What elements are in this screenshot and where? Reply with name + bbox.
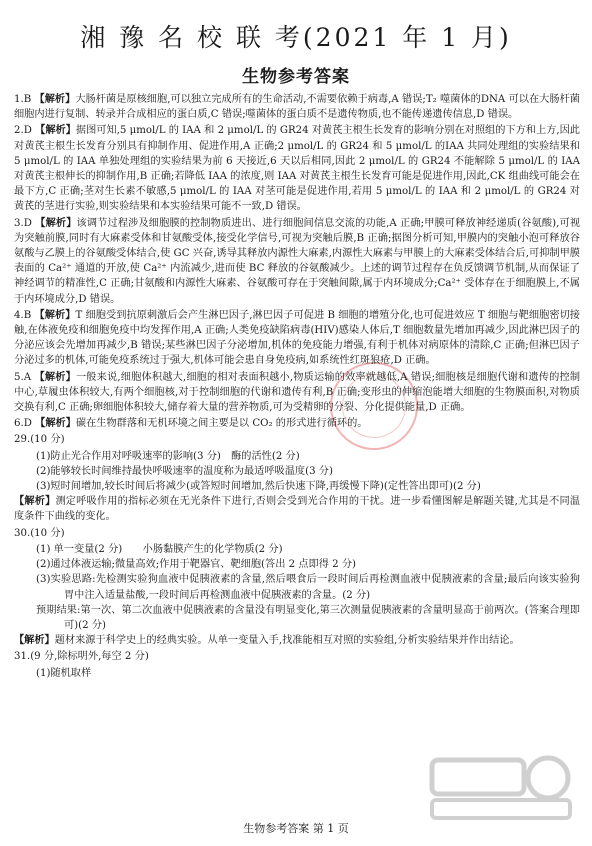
q29-analysis: 【解析】测定呼吸作用的指标必须在无光条件下进行,否则会受到光合作用的干扰。进一步看懂图解是解题关键,尤其是不同温度条件下曲线的变化。 (14, 495, 580, 523)
answer-subtitle: 生物参考答案 (242, 67, 350, 87)
q29-item-3: (3)短时间增加,较长时间后将减少(或答短时间增加,然后快速下降,再缓慢下降)(定性答出即可)(2 分) (36, 481, 481, 493)
q29-item-1: (1)防止光合作用对呼吸速率的影响(3 分) 酶的活性(2 分) (36, 450, 300, 462)
exam-title: 湘 豫 名 校 联 考(2021 年 1 月) (80, 23, 512, 52)
answer-3: 3.D 【解析】该调节过程涉及细胞膜的控制物质进出、进行细胞间信息交流的功能,A 正确;甲膜可释放神经递质(谷氨酸),可视为突触前膜,同时有大麻素受体和甘氨酸受体,接受化学信号,可视为突触后膜,B 正确;据图分析可知,甲膜内的突触小泡可释放谷氨酸与乙膜上的谷氨酸受体结合,使 GC 兴奋,诱导其释放内源性大麻素,内源性大麻素与甲膜上的大麻素受体结合后,可抑制甲膜表面的 Ca²⁺ 通道的开放,使 Ca²⁺ 内流减少,进而使 BC 释放的谷氨酸减少。上述的调节过程存在负反馈调节机制,从而保证了神经调节的精准性,C 正确;甘氨酸和内源性大麻素、谷氨酸可存在于突触间隙,属于内环境成分;Ca²⁺ 受体存在于细胞膜上,不属于内环境成分,D 错误。 (14, 216, 581, 305)
q29-item-2: (2)能够较长时间维持最快呼吸速率的温度称为最适呼吸温度(3 分) (36, 465, 333, 477)
answer-1: 1.B 【解析】大肠杆菌是原核细胞,可以独立完成所有的生命活动,不需要依赖于病毒,A 错误;T₂ 噬菌体的DNA 可以在大肠杆菌细胞内进行复制、转录并合成相应的蛋白质,C 错误;噬菌体的蛋白质不是遗传物质,也不能传递遗传信息,D 错误。 (14, 93, 580, 121)
q30-item-3: (3)实验思路:先检测实验狗血液中促胰液素的含量,然后喂食后一段时间后再检测血液中促胰液素的含量;最后向该实验狗胃中注入适量盐酸,一段时间后再检测血液中促胰液素的含量。(2 分) (36, 574, 580, 601)
page-footer: 生物参考答案 第 1 页 (243, 822, 349, 835)
q30-item-1: (1) 单一变量(2 分) 小肠黏膜产生的化学物质(2 分) (36, 543, 283, 555)
answer-5: 5.A 【解析】一般来说,细胞体积越大,细胞的相对表面积越小,物质运输的效率就越低,A 错误;细胞核是细胞代谢和遗传的控制中心,草履虫体积较大,有两个细胞核,对于控制细胞的代谢和遗传有利,B 正确;变形虫的伸缩泡能增大细胞的生物膜面积,对物质交换有利,C 正确;卵细胞体积较大,储存着大量的营养物质,可为受精卵的分裂、分化提供能量,D 正确。 (14, 370, 581, 414)
q30-analysis: 【解析】题材来源于科学史上的经典实验。从单一变量入手,找准能相互对照的实验组,分析实验结果并作出结论。 (14, 634, 520, 647)
answer-4: 4.B 【解析】T 细胞受到抗原刺激后会产生淋巴因子,淋巴因子可促进 B 细胞的增殖分化,也可促进效应 T 细胞与靶细胞密切接触,在体液免疫和细胞免疫中均发挥作用,A 正确;人类免疫缺陷病毒(HIV)感染人体后,T 细胞数量先增加再减少,因此淋巴因子的分泌应该会先增加再减少,B 错误;某些淋巴因子分泌增加,机体的免疫能力增强,有利于机体对病原体的清除,C 正确;但淋巴因子分泌过多的机体,可能免疫系统过于强大,机体可能会患自身免疫病,如系统性红斑狼疮,D 正确。 (14, 308, 580, 367)
q29-heading: 29.(10 分) (14, 434, 65, 446)
q31-heading: 31.(9 分,除标明外,每空 2 分) (14, 651, 149, 663)
q30-heading: 30.(10 分) (14, 527, 65, 539)
watermark-logo-icon (426, 752, 576, 824)
q30-item-2: (2)通过体液运输;微量高效;作用于靶器官、靶细胞(答出 2 点即得 2 分) (36, 559, 357, 571)
answer-6: 6.D 【解析】碳在生物群落和无机环境之间主要是以 CO₂ 的形式进行循环的。 (14, 417, 368, 430)
q31-item-1: (1)随机取样 (36, 667, 92, 679)
answer-2: 2.D 【解析】据图可知,5 μmol/L 的 IAA 和 2 μmol/L 的 GR24 对黄芪主根生长发育的影响分别在对照组的下方和上方,因此对黄芪主根生长发育分别具有抑制作用、促进作用,A 正确;2 μmol/L 的 GR24 和 5 μmol/L 的IAA 共同处理组的实验结果和 5 μmol/L 的 IAA 单独处理组的实验结果为前 6 天接近,6 天以后相同,因此 2 μmol/L 的 GR24 不能解除 5 μmol/L 的 IAA 对黄芪主根伸长的抑制作用,B 正确;若降低 IAA 的浓度,则 IAA 对黄芪主根生长发育可能是促进作用,因此,CK 组曲线可能会在最下方,C 正确;茎对生长素不敏感,5 μmol/L 的 IAA 对茎可能是促进作用,若用 5 μmol/L 的 IAA 和 2 μmol/L 的 GR24 对黄芪的茎进行实验,则实验结果和本实验结果可能不一致,D 错误。 (14, 124, 580, 213)
answer-content (14, 92, 580, 681)
q30-item-4: 预期结果:第一次、第二次血液中促胰液素的含量没有明显变化,第三次测量促胰液素的含量明显高于前两次。(答案合理即可)(2 分) (36, 604, 580, 631)
